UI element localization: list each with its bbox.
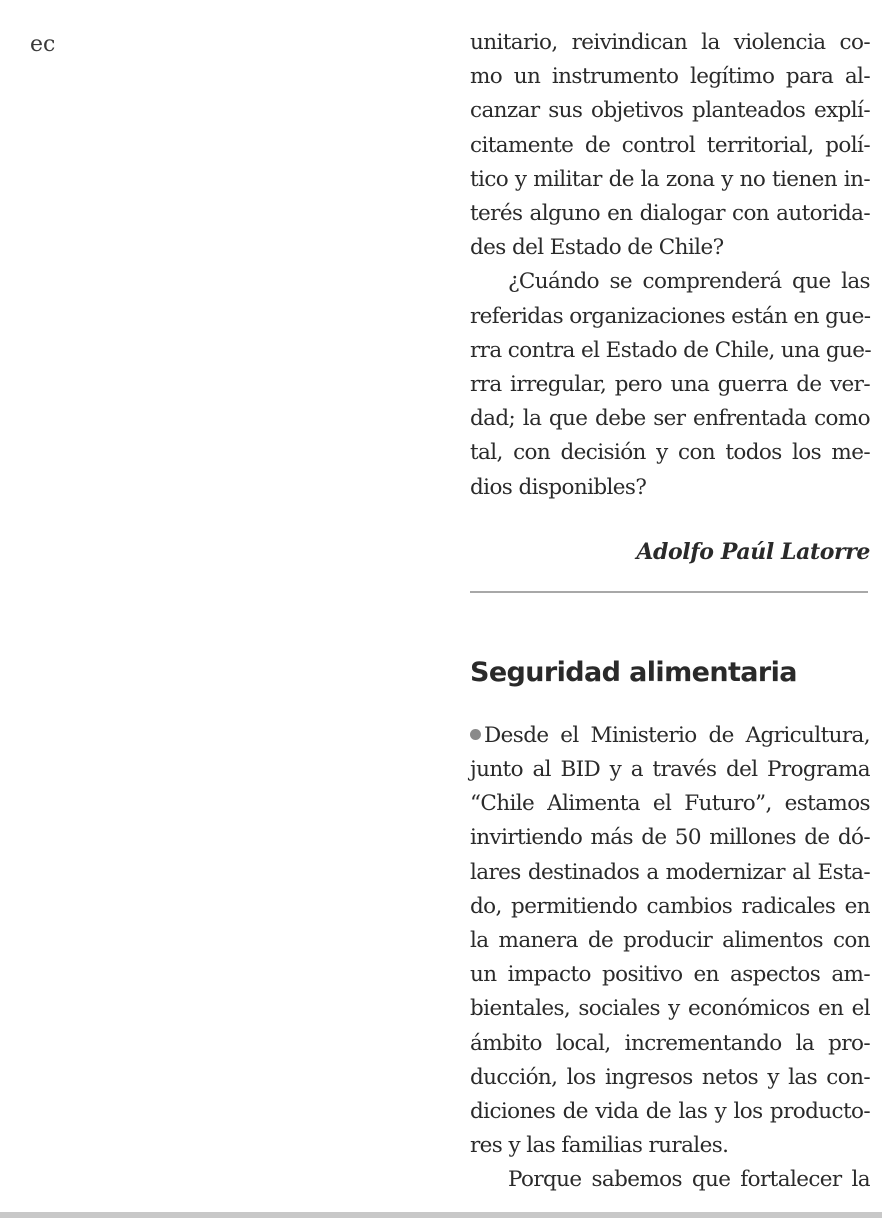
text-line: diciones de vida de las y los producto- [470, 1099, 870, 1125]
text-line: Porque sabemos que fortalecer la [508, 1167, 870, 1193]
text-line: unitario, reivindican la violencia co- [470, 30, 870, 55]
text-line-content: Desde el Ministerio de Agricultura, [484, 722, 870, 748]
text-line: citamente de control territorial, polí- [470, 132, 870, 158]
text-line: lares destinados a modernizar al Esta- [470, 859, 870, 885]
text-line: des del Estado de Chile? [470, 235, 724, 261]
text-line: dios disponibles? [470, 474, 647, 500]
text-line: un impacto positivo en aspectos am- [470, 962, 870, 988]
text-line: ¿Cuándo se comprenderá que las [508, 269, 870, 295]
section-heading: Seguridad alimentaria [470, 656, 797, 688]
text-line: ducción, los ingresos netos y las con- [470, 1064, 870, 1090]
page-bottom-edge [0, 1212, 882, 1218]
text-line: tico y militar de la zona y no tienen in- [470, 166, 870, 192]
text-line [470, 719, 870, 753]
text-line: dad; la que debe ser enfrentada como [470, 406, 870, 432]
text-line: junto al BID y a través del Programa [470, 757, 870, 783]
text-line: rra irregular, pero una guerra de ver- [470, 372, 870, 398]
letter1-paragraph-2 [470, 265, 870, 504]
section-divider [470, 591, 868, 593]
text-line: mo un instrumento legítimo para al- [470, 64, 870, 90]
text-line: “Chile Alimenta el Futuro”, estamos [470, 791, 870, 817]
letter1-paragraph-1 [470, 26, 870, 265]
text-line: la manera de producir alimentos con [470, 928, 870, 954]
letter-signature: Adolfo Paúl Latorre [636, 538, 870, 565]
left-column-fragment: ec [30, 32, 56, 57]
letter2-paragraph-1 [470, 719, 870, 1164]
text-line: referidas organizaciones están en gue- [470, 303, 871, 329]
text-line: rra contra el Estado de Chile, una gue- [470, 337, 872, 363]
bullet-dot-icon [470, 729, 481, 740]
text-line: bientales, sociales y económicos en el [470, 996, 870, 1022]
text-line: res y las familias rurales. [470, 1133, 729, 1159]
text-line: tal, con decisión y con todos los me- [470, 440, 870, 466]
text-line: invirtiendo más de 50 millones de dó- [470, 825, 870, 851]
text-line: ámbito local, incrementando la pro- [470, 1030, 870, 1056]
article-column [470, 26, 870, 1198]
text-line: do, permitiendo cambios radicales en [470, 893, 870, 919]
letter2-paragraph-2 [470, 1163, 870, 1197]
text-line: canzar sus objetivos planteados explí- [470, 98, 870, 124]
text-line: terés alguno en dialogar con autorida- [470, 201, 870, 227]
